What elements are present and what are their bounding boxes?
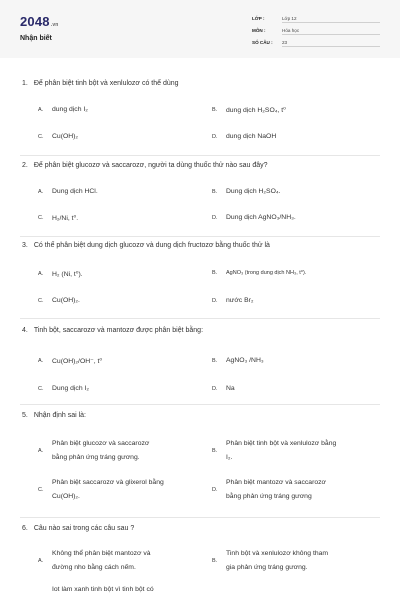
option-d[interactable]: D. Phân biệt mantozơ và saccarozơ bằng phản ứng tráng gương (212, 479, 326, 500)
worksheet-level: Nhận biết (20, 35, 52, 42)
question-text: 4. Tinh bột, saccarozơ và mantozơ được phân biệt bằng: (22, 327, 204, 334)
option-b[interactable]: B. AgNO₃ /NH₃ (212, 357, 264, 364)
option-a[interactable]: A. dung dịch I₂ (38, 106, 88, 113)
worksheet-meta (252, 16, 380, 52)
meta-row-count (252, 40, 380, 52)
option-b[interactable]: B. Dung dịch H₂SO₄. (212, 188, 281, 195)
option-c[interactable]: C. Cu(OH)₂. (38, 297, 80, 304)
question-text: 6. Câu nào sai trong các câu sau ? (22, 525, 135, 532)
meta-value: Lớp 12 (282, 16, 380, 23)
meta-value: 23 (282, 40, 380, 47)
option-d[interactable]: D. dung dịch NaOH (212, 133, 277, 140)
option-b[interactable]: B. dung dịch H₂SO₄, t⁰ (212, 107, 286, 114)
meta-label: MÔN : (252, 28, 266, 33)
option-c[interactable]: C. Dung dịch I₂ (38, 385, 90, 392)
option-a[interactable]: A. Không thể phân biệt mantozơ và đường nho bằng cách nếm. (38, 550, 151, 571)
option-d[interactable]: D. nước Br₂ (212, 297, 254, 304)
option-c[interactable]: C. H₂/Ni, t⁰. (38, 215, 79, 222)
option-a[interactable]: A. Dung dịch HCl. (38, 188, 98, 195)
option-c[interactable]: C. Phân biệt saccarozơ và glixerol bằng Cu(OH)₂. (38, 479, 164, 500)
divider (20, 517, 380, 518)
meta-label: LỚP : (252, 16, 265, 21)
option-c[interactable]: C. Cu(OH)₂ (38, 133, 79, 140)
option-c-partial[interactable]: Iot làm xanh tinh bột vì tinh bột có (52, 586, 154, 593)
meta-value: Hóa học (282, 28, 380, 35)
option-b[interactable]: B. AgNO₃ (trong dung dịch NH₃, t⁰). (212, 270, 307, 276)
question-text: 5. Nhận định sai là: (22, 412, 86, 419)
option-a[interactable]: A. H₂ (Ni, t⁰). (38, 271, 83, 278)
divider (20, 318, 380, 319)
divider (20, 155, 380, 156)
option-b[interactable]: B. Phân biệt tinh bột và xenlulozơ bằng I₂. (212, 440, 337, 461)
option-a[interactable]: A. Phân biệt glucozơ và saccarozơ bằng phản ứng tráng gương. (38, 440, 150, 461)
option-b[interactable]: B. Tinh bột và xenlulozơ không tham gia phản ứng tráng gương. (212, 550, 329, 571)
divider (20, 236, 380, 237)
meta-row-class (252, 16, 380, 28)
option-d[interactable]: D. Na (212, 385, 235, 392)
meta-row-subject (252, 28, 380, 40)
page-header (0, 0, 400, 58)
question-text: 3. Có thể phân biệt dung dịch glucozơ và dung dịch fructozơ bằng thuốc thử là (22, 242, 270, 249)
divider (20, 404, 380, 405)
question-text: 2. Để phân biệt glucozơ và saccarozơ, người ta dùng thuốc thử nào sau đây? (22, 162, 268, 169)
question-text: 1. Để phân biệt tinh bột và xenlulozơ có thể dùng (22, 80, 179, 87)
option-a[interactable]: A. Cu(OH)₂/OH⁻, t⁰ (38, 358, 103, 365)
site-logo[interactable]: 2048.vn (20, 14, 59, 29)
meta-label: SỐ CÂU : (252, 40, 273, 45)
option-d[interactable]: D. Dung dịch AgNO₃/NH₃. (212, 214, 296, 221)
